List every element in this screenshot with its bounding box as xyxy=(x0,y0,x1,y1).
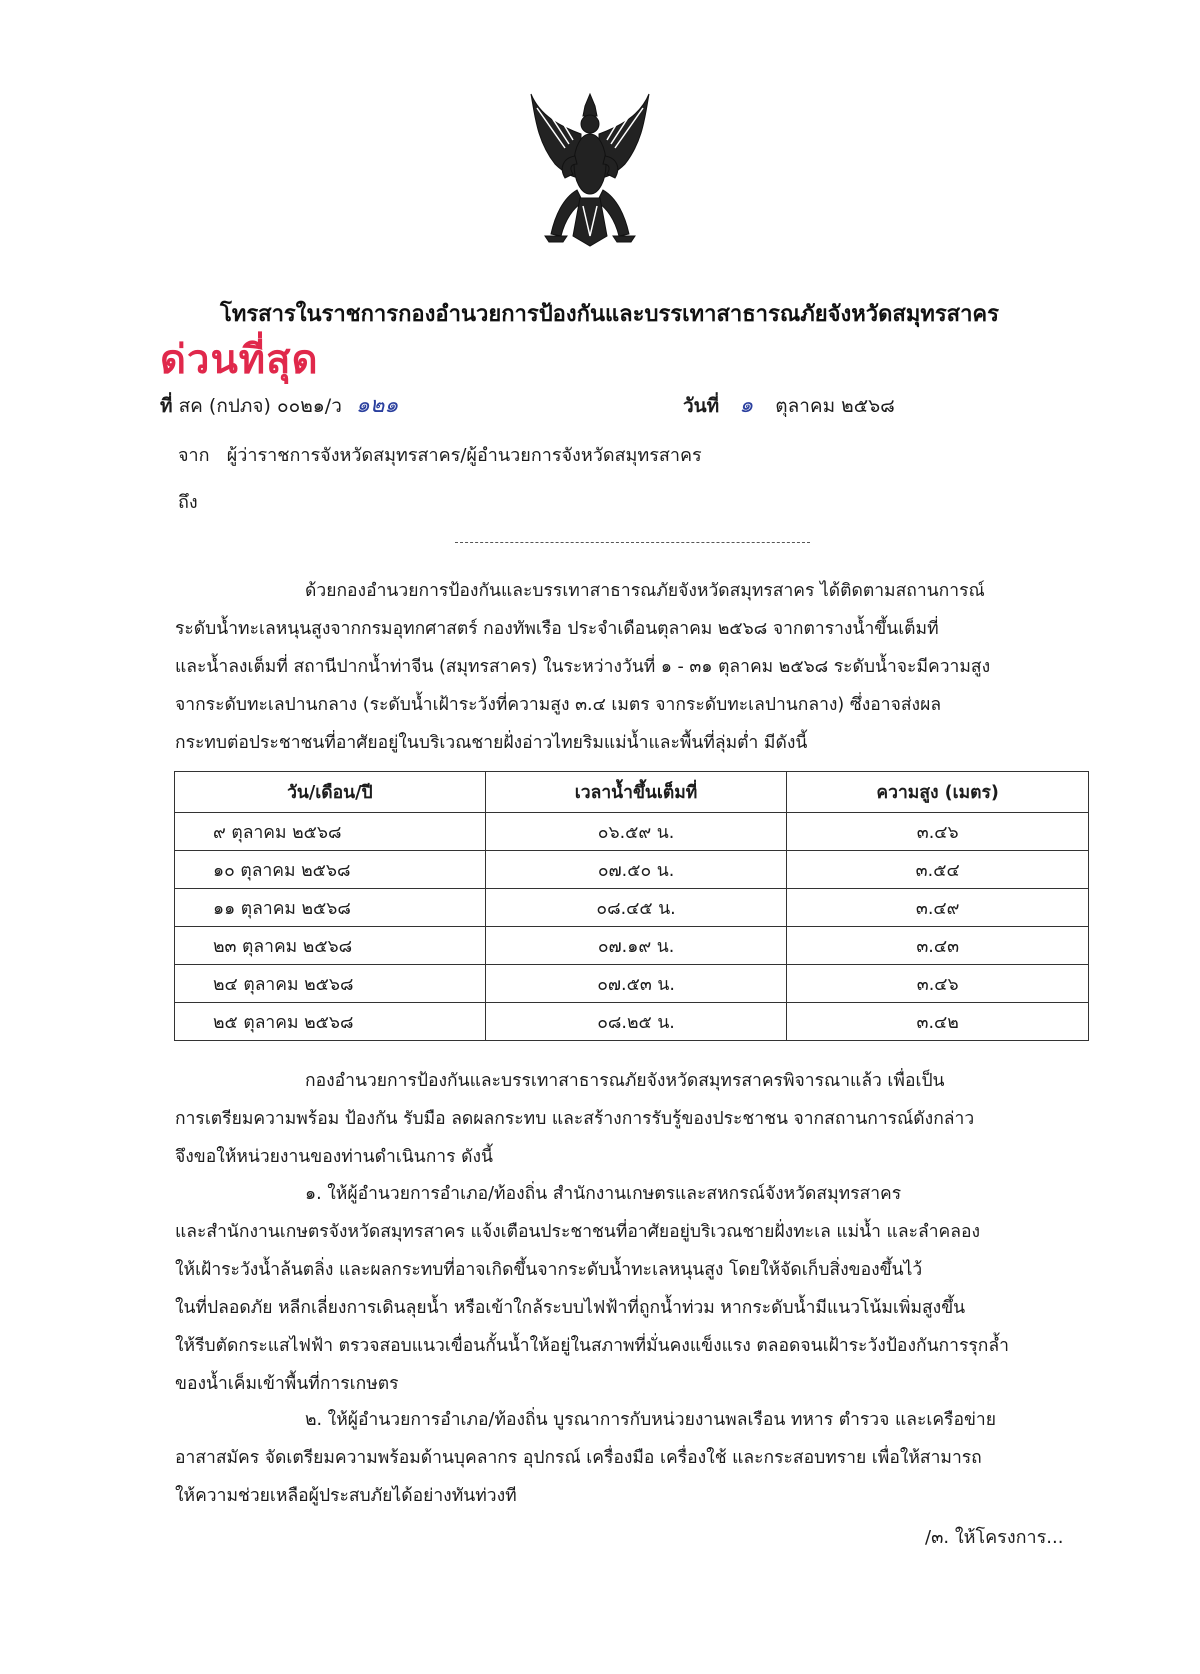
paragraph-line: จึงขอให้หน่วยงานของท่านดำเนินการ ดังนี้ xyxy=(175,1147,493,1167)
paragraph-line: ๒. ให้ผู้อำนวยการอำเภอ/ท้องถิ่น บูรณาการกับหน่วยงานพลเรือน ทหาร ตำรวจ และเครือข่าย xyxy=(305,1410,996,1430)
cell-date: ๒๔ ตุลาคม ๒๕๖๘ xyxy=(175,965,486,1003)
date-line xyxy=(683,387,895,422)
tide-table xyxy=(174,771,1089,1041)
garuda-emblem xyxy=(525,86,655,251)
cell-time: ๐๗.๕๓ น. xyxy=(485,965,787,1003)
table-row xyxy=(175,965,1089,1003)
cell-height: ๓.๔๖ xyxy=(787,813,1089,851)
table-row xyxy=(175,851,1089,889)
from-label: จาก xyxy=(178,445,210,466)
table-header-row xyxy=(175,772,1089,813)
paragraph-line: ๑. ให้ผู้อำนวยการอำเภอ/ท้องถิ่น สำนักงานเกษตรและสหกรณ์จังหวัดสมุทรสาคร xyxy=(305,1184,902,1204)
paragraph-line: ของน้ำเค็มเข้าพื้นที่การเกษตร xyxy=(175,1374,399,1394)
cell-date: ๑๐ ตุลาคม ๒๕๖๘ xyxy=(175,851,486,889)
cell-date: ๒๕ ตุลาคม ๒๕๖๘ xyxy=(175,1003,486,1041)
to-line xyxy=(178,487,198,516)
continuation-note: /๓. ให้โครงการ... xyxy=(925,1527,1064,1548)
column-header-time: เวลาน้ำขึ้นเต็มที่ xyxy=(485,772,787,813)
paragraph-line: จากระดับทะเลปานกลาง (ระดับน้ำเฝ้าระวังที่ความสูง ๓.๔ เมตร จากระดับทะเลปานกลาง) ซึ่งอาจส่งผล xyxy=(175,695,942,715)
cell-time: ๐๘.๔๕ น. xyxy=(485,889,787,927)
column-header-date: วัน/เดือน/ปี xyxy=(175,772,486,813)
paragraph-item-1 xyxy=(175,1175,1090,1403)
cell-time: ๐๗.๕๐ น. xyxy=(485,851,787,889)
paragraph-intro xyxy=(175,572,1090,762)
divider xyxy=(455,542,810,543)
paragraph-line: อาสาสมัคร จัดเตรียมความพร้อมด้านบุคลากร อุปกรณ์ เครื่องมือ เครื่องใช้ และกระสอบทราย เพื่อให้สามารถ xyxy=(175,1448,982,1468)
paragraph-line: กองอำนวยการป้องกันและบรรเทาสาธารณภัยจังหวัดสมุทรสาครพิจารณาแล้ว เพื่อเป็น xyxy=(305,1071,945,1091)
paragraph-line: ให้เฝ้าระวังน้ำล้นตลิ่ง และผลกระทบที่อาจเกิดขึ้นจากระดับน้ำทะเลหนุนสูง โดยให้จัดเก็บสิ่งของขึ้นไว้ xyxy=(175,1260,923,1280)
table-row xyxy=(175,889,1089,927)
cell-date: ๒๓ ตุลาคม ๒๕๖๘ xyxy=(175,927,486,965)
date-label: วันที่ xyxy=(683,395,720,417)
cell-height: ๓.๔๖ xyxy=(787,965,1089,1003)
cell-time: ๐๖.๕๙ น. xyxy=(485,813,787,851)
ref-handwritten: ๑๒๑ xyxy=(355,393,399,418)
paragraph-item-2 xyxy=(175,1401,1090,1515)
date-day: ๑ xyxy=(739,393,754,418)
cell-date: ๙ ตุลาคม ๒๕๖๘ xyxy=(175,813,486,851)
paragraph-line: และสำนักงานเกษตรจังหวัดสมุทรสาคร แจ้งเตือนประชาชนที่อาศัยอยู่บริเวณชายฝั่งทะเล แม่น้ำ และลำคลอง xyxy=(175,1222,980,1242)
paragraph-line: ระดับน้ำทะเลหนุนสูงจากกรมอุทกศาสตร์ กองทัพเรือ ประจำเดือนตุลาคม ๒๕๖๘ จากตารางน้ำขึ้นเต็มที่ xyxy=(175,619,939,639)
cell-time: ๐๘.๒๕ น. xyxy=(485,1003,787,1041)
cell-height: ๓.๔๙ xyxy=(787,889,1089,927)
letter-title: โทรสารในราชการกองอำนวยการป้องกันและบรรเทาสาธารณภัยจังหวัดสมุทรสาคร xyxy=(220,302,999,327)
cell-date: ๑๑ ตุลาคม ๒๕๖๘ xyxy=(175,889,486,927)
to-label: ถึง xyxy=(178,492,198,513)
column-header-height: ความสูง (เมตร) xyxy=(787,772,1089,813)
cell-height: ๓.๕๔ xyxy=(787,851,1089,889)
paragraph-line: ให้ความช่วยเหลือผู้ประสบภัยได้อย่างทันท่วงที xyxy=(175,1486,517,1506)
cell-height: ๓.๔๓ xyxy=(787,927,1089,965)
paragraph-line: ด้วยกองอำนวยการป้องกันและบรรเทาสาธารณภัยจังหวัดสมุทรสาคร ได้ติดตามสถานการณ์ xyxy=(305,581,985,601)
from-line xyxy=(178,440,702,469)
reference-number xyxy=(160,387,398,422)
table-row xyxy=(175,927,1089,965)
ref-number: สค (กปภจ) ๐๐๒๑/ว xyxy=(178,395,342,417)
paragraph-line: กระทบต่อประชาชนที่อาศัยอยู่ในบริเวณชายฝั่งอ่าวไทยริมแม่น้ำและพื้นที่ลุ่มต่ำ มีดังนี้ xyxy=(175,733,808,753)
cell-height: ๓.๔๒ xyxy=(787,1003,1089,1041)
table-row xyxy=(175,813,1089,851)
date-month-year: ตุลาคม ๒๕๖๘ xyxy=(775,395,895,417)
ref-label: ที่ xyxy=(160,395,173,417)
paragraph-line: ในที่ปลอดภัย หลีกเลี่ยงการเดินลุยน้ำ หรือเข้าใกล้ระบบไฟฟ้าที่ถูกน้ำท่วม หากระดับน้ำมีแนวโน้มเพิ่มสูงขึ้น xyxy=(175,1298,966,1318)
cell-time: ๐๗.๑๙ น. xyxy=(485,927,787,965)
paragraph-line: การเตรียมความพร้อม ป้องกัน รับมือ ลดผลกระทบ และสร้างการรับรู้ของประชาชน จากสถานการณ์ดังกล่าว xyxy=(175,1109,975,1129)
paragraph-line: และน้ำลงเต็มที่ สถานีปากน้ำท่าจีน (สมุทรสาคร) ในระหว่างวันที่ ๑ - ๓๑ ตุลาคม ๒๕๖๘ ระดับน้ำจะมีความสูง xyxy=(175,657,991,677)
from-value: ผู้ว่าราชการจังหวัดสมุทรสาคร/ผู้อำนวยการจังหวัดสมุทรสาคร xyxy=(226,445,702,466)
urgency-stamp: ด่วนที่สุด xyxy=(160,337,319,383)
paragraph-line: ให้รีบตัดกระแสไฟฟ้า ตรวจสอบแนวเขื่อนกั้นน้ำให้อยู่ในสภาพที่มั่นคงแข็งแรง ตลอดจนเฝ้าระวังป้องกันการรุกล้ำ xyxy=(175,1336,1009,1356)
table-row xyxy=(175,1003,1089,1041)
paragraph-consideration xyxy=(175,1062,1090,1176)
